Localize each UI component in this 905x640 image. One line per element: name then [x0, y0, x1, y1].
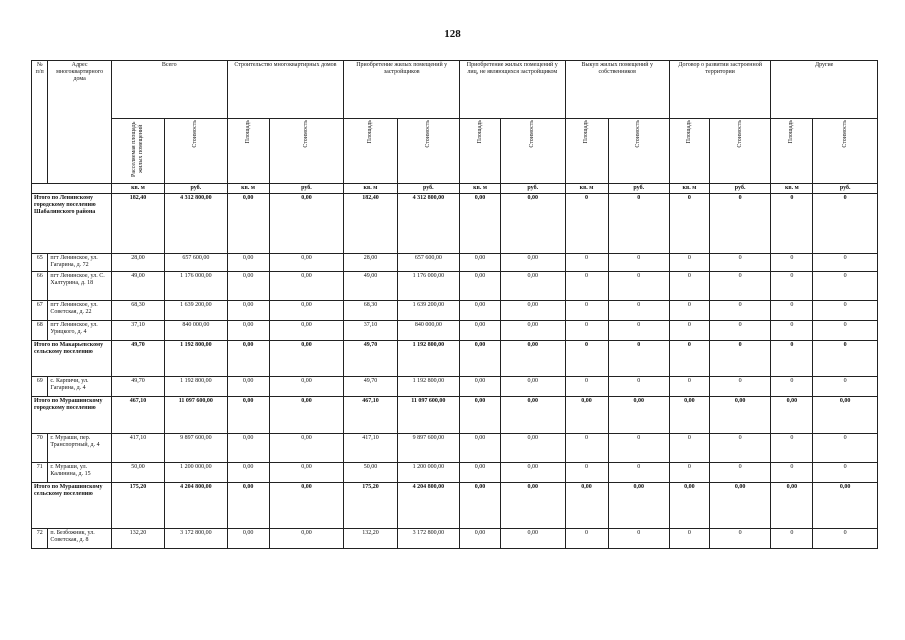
header-sub-cost-label: Стоимость — [424, 120, 431, 148]
cell-cost: 0,00 — [501, 434, 566, 463]
header-sub-cost-label: Стоимость — [192, 120, 199, 148]
row-number: 69 — [32, 377, 48, 397]
cell-cost: 0 — [709, 434, 770, 463]
cell-cost: 0 — [608, 301, 669, 321]
cell-cost: 11 097 600,00 — [397, 397, 459, 434]
cell-cost: 0,00 — [501, 397, 566, 434]
cell-area: 0 — [565, 272, 608, 301]
cell-cost: 4 312 800,00 — [165, 194, 227, 254]
cell-area: 37,10 — [344, 321, 397, 341]
cell-cost: 0,00 — [709, 397, 770, 434]
cell-cost: 0,00 — [608, 397, 669, 434]
row-number: 70 — [32, 434, 48, 463]
cell-area: 0 — [771, 529, 813, 549]
cell-area: 49,00 — [344, 272, 397, 301]
header-sub-cost-label: Стоимость — [841, 120, 848, 148]
header-sub-cost — [709, 119, 770, 184]
cell-cost: 0,00 — [501, 341, 566, 377]
cell-area: 467,10 — [111, 397, 164, 434]
cell-cost: 0,00 — [269, 377, 344, 397]
cell-cost: 0,00 — [269, 194, 344, 254]
header-group-buyout: Выкуп жилых помещений у собственников — [565, 61, 669, 119]
table-row — [32, 321, 878, 341]
unit-cost: руб. — [397, 184, 459, 194]
cell-cost: 657 600,00 — [397, 254, 459, 272]
cell-area: 0 — [669, 272, 709, 301]
cell-area: 0,00 — [771, 397, 813, 434]
cell-cost: 0,00 — [709, 483, 770, 529]
row-number: 68 — [32, 321, 48, 341]
cell-cost: 0 — [813, 434, 878, 463]
header-sub-area-label: Площадь — [788, 120, 795, 144]
cell-cost: 3 172 800,00 — [397, 529, 459, 549]
cell-area: 0,00 — [460, 301, 501, 321]
cell-area: 0 — [771, 301, 813, 321]
cell-cost: 0,00 — [269, 397, 344, 434]
cell-area: 0,00 — [565, 397, 608, 434]
cell-area: 0,00 — [771, 483, 813, 529]
cell-cost: 4 204 800,00 — [397, 483, 459, 529]
cell-area: 0 — [565, 463, 608, 483]
cell-cost: 0,00 — [269, 434, 344, 463]
cell-cost: 0 — [608, 529, 669, 549]
row-address: г. Мураши, ул. Калинина, д. 15 — [48, 463, 111, 483]
cell-area: 49,70 — [111, 377, 164, 397]
cell-area: 0 — [669, 377, 709, 397]
cell-cost: 1 639 200,00 — [165, 301, 227, 321]
subtotal-row — [32, 194, 878, 254]
row-number: 71 — [32, 463, 48, 483]
cell-area: 0,00 — [460, 483, 501, 529]
cell-cost: 0,00 — [501, 483, 566, 529]
header-sub-cost — [165, 119, 227, 184]
cell-cost: 0,00 — [813, 397, 878, 434]
cell-cost: 3 172 800,00 — [165, 529, 227, 549]
cell-area: 467,10 — [344, 397, 397, 434]
units-spacer — [32, 184, 112, 194]
cell-cost: 0,00 — [269, 341, 344, 377]
row-number: 65 — [32, 254, 48, 272]
cell-cost: 657 600,00 — [165, 254, 227, 272]
cell-cost: 0 — [813, 377, 878, 397]
table-row — [32, 463, 878, 483]
header-sub-area — [460, 119, 501, 184]
cell-cost: 0,00 — [501, 321, 566, 341]
header-sub-area — [771, 119, 813, 184]
cell-area: 37,10 — [111, 321, 164, 341]
cell-area: 0 — [771, 434, 813, 463]
cell-area: 49,70 — [111, 341, 164, 377]
cell-cost: 0 — [709, 529, 770, 549]
header-sub-area-label: Площадь — [366, 120, 373, 144]
cell-area: 0 — [669, 194, 709, 254]
cell-cost: 0,00 — [269, 272, 344, 301]
cell-area: 417,10 — [111, 434, 164, 463]
row-address: пгт Ленинское, ул. Урицкого, д. 4 — [48, 321, 111, 341]
header-sub-area — [565, 119, 608, 184]
cell-area: 0 — [565, 254, 608, 272]
cell-cost: 0,00 — [501, 272, 566, 301]
cell-area: 0,00 — [460, 194, 501, 254]
cell-cost: 0,00 — [269, 463, 344, 483]
cell-area: 0,00 — [227, 341, 269, 377]
unit-area: кв. м — [565, 184, 608, 194]
header-sub-cost-label: Стоимость — [302, 120, 309, 148]
header-sub-cost — [501, 119, 566, 184]
cell-area: 0,00 — [460, 529, 501, 549]
cell-area: 68,30 — [111, 301, 164, 321]
header-sub-cost-label: Стоимость — [529, 120, 536, 148]
cell-cost: 1 176 000,00 — [165, 272, 227, 301]
cell-cost: 0,00 — [501, 301, 566, 321]
cell-area: 0 — [669, 321, 709, 341]
cell-cost: 1 192 800,00 — [165, 377, 227, 397]
header-row-subcolumns — [32, 119, 878, 184]
cell-area: 0,00 — [227, 434, 269, 463]
cell-cost: 4 312 800,00 — [397, 194, 459, 254]
resettlement-table — [31, 60, 878, 549]
header-sub-area — [669, 119, 709, 184]
subtotal-row — [32, 341, 878, 377]
cell-area: 0 — [669, 301, 709, 321]
cell-area: 0 — [669, 463, 709, 483]
cell-area: 0,00 — [227, 529, 269, 549]
cell-area: 0,00 — [460, 321, 501, 341]
cell-area: 175,20 — [111, 483, 164, 529]
cell-area: 0,00 — [227, 463, 269, 483]
cell-cost: 0,00 — [269, 301, 344, 321]
cell-cost: 0,00 — [501, 254, 566, 272]
header-group-non-developer: Приобретение жилых помещений у лиц, не являющихся застройщиком — [460, 61, 565, 119]
header-sub-cost-label: Стоимость — [635, 120, 642, 148]
cell-cost: 0 — [709, 301, 770, 321]
table-row — [32, 272, 878, 301]
header-sub-area — [344, 119, 397, 184]
cell-area: 0 — [771, 463, 813, 483]
cell-area: 0 — [565, 377, 608, 397]
cell-area: 0,00 — [227, 483, 269, 529]
cell-cost: 0 — [813, 301, 878, 321]
cell-cost: 0,00 — [608, 483, 669, 529]
cell-cost: 11 097 600,00 — [165, 397, 227, 434]
unit-cost: руб. — [165, 184, 227, 194]
row-address: пгт Ленинское, ул. Советская, д. 22 — [48, 301, 111, 321]
cell-cost: 0 — [709, 341, 770, 377]
cell-cost: 0 — [813, 529, 878, 549]
unit-cost: руб. — [813, 184, 878, 194]
header-sub-area-label: Площадь — [685, 120, 692, 144]
subtotal-row — [32, 397, 878, 434]
unit-cost: руб. — [709, 184, 770, 194]
cell-cost: 9 897 600,00 — [165, 434, 227, 463]
cell-area: 0 — [771, 194, 813, 254]
table-body — [32, 194, 878, 549]
cell-cost: 0,00 — [501, 377, 566, 397]
cell-cost: 0,00 — [269, 529, 344, 549]
cell-cost: 0,00 — [269, 321, 344, 341]
cell-area: 0,00 — [227, 397, 269, 434]
cell-area: 0 — [771, 341, 813, 377]
cell-area: 0 — [771, 272, 813, 301]
cell-cost: 0 — [608, 272, 669, 301]
cell-area: 28,00 — [111, 254, 164, 272]
header-sub-cost — [608, 119, 669, 184]
cell-area: 0 — [669, 341, 709, 377]
cell-cost: 1 200 000,00 — [397, 463, 459, 483]
header-sub-area-label: Площадь — [476, 120, 483, 144]
cell-cost: 0,00 — [269, 483, 344, 529]
cell-area: 0,00 — [460, 377, 501, 397]
cell-area: 0,00 — [669, 397, 709, 434]
page-number: 128 — [444, 28, 461, 40]
table-row — [32, 529, 878, 549]
cell-cost: 0 — [709, 321, 770, 341]
cell-cost: 840 000,00 — [165, 321, 227, 341]
table-row — [32, 254, 878, 272]
subtotal-label: Итого по Мурашинскому сельскому поселению — [32, 483, 112, 529]
header-sub-area — [111, 119, 164, 184]
header-sub-cost — [813, 119, 878, 184]
cell-area: 0 — [565, 301, 608, 321]
unit-area: кв. м — [344, 184, 397, 194]
cell-area: 0 — [669, 254, 709, 272]
cell-area: 49,70 — [344, 377, 397, 397]
cell-cost: 1 639 200,00 — [397, 301, 459, 321]
header-address: Адрес многоквартирного дома — [48, 61, 111, 184]
row-address: п. Безбожник, ул. Советская, д. 8 — [48, 529, 111, 549]
cell-area: 132,20 — [344, 529, 397, 549]
cell-cost: 0,00 — [501, 529, 566, 549]
cell-cost: 0,00 — [813, 483, 878, 529]
cell-area: 0,00 — [227, 321, 269, 341]
cell-cost: 0 — [709, 254, 770, 272]
cell-area: 0,00 — [227, 194, 269, 254]
cell-cost: 0 — [813, 254, 878, 272]
cell-cost: 0 — [709, 194, 770, 254]
header-group-territory: Договор о развитии застроенной территории — [669, 61, 770, 119]
header-sub-cost-label: Стоимость — [736, 120, 743, 148]
unit-area: кв. м — [771, 184, 813, 194]
table-row — [32, 301, 878, 321]
cell-cost: 0 — [813, 272, 878, 301]
cell-cost: 1 176 000,00 — [397, 272, 459, 301]
cell-area: 0,00 — [460, 254, 501, 272]
cell-area: 0,00 — [227, 272, 269, 301]
cell-area: 0 — [771, 321, 813, 341]
cell-cost: 0 — [709, 272, 770, 301]
cell-area: 0 — [565, 341, 608, 377]
cell-area: 132,20 — [111, 529, 164, 549]
cell-cost: 0 — [813, 463, 878, 483]
unit-area: кв. м — [669, 184, 709, 194]
row-address: пгт Ленинское, ул. С. Халтурина, д. 18 — [48, 272, 111, 301]
header-group-total: Всего — [111, 61, 227, 119]
cell-cost: 0 — [709, 377, 770, 397]
cell-cost: 840 000,00 — [397, 321, 459, 341]
table-row — [32, 434, 878, 463]
header-group-construction: Строительство многоквартирных домов — [227, 61, 344, 119]
cell-cost: 1 192 800,00 — [397, 377, 459, 397]
row-address: пгт Ленинское, ул. Гагарина, д. 72 — [48, 254, 111, 272]
subtotal-row — [32, 483, 878, 529]
cell-area: 0 — [565, 194, 608, 254]
cell-cost: 0 — [608, 341, 669, 377]
cell-cost: 9 897 600,00 — [397, 434, 459, 463]
cell-cost: 0 — [813, 321, 878, 341]
cell-area: 0 — [771, 377, 813, 397]
unit-area: кв. м — [460, 184, 501, 194]
cell-area: 28,00 — [344, 254, 397, 272]
cell-cost: 1 192 800,00 — [397, 341, 459, 377]
cell-area: 0,00 — [460, 463, 501, 483]
cell-area: 0 — [771, 254, 813, 272]
cell-cost: 0 — [608, 321, 669, 341]
cell-cost: 4 204 800,00 — [165, 483, 227, 529]
cell-cost: 0 — [608, 254, 669, 272]
cell-area: 0 — [565, 321, 608, 341]
cell-cost: 0,00 — [501, 194, 566, 254]
row-number: 67 — [32, 301, 48, 321]
table-row — [32, 377, 878, 397]
header-sub-cost — [269, 119, 344, 184]
cell-cost: 0 — [608, 463, 669, 483]
cell-area: 175,20 — [344, 483, 397, 529]
cell-cost: 0 — [608, 434, 669, 463]
cell-area: 50,00 — [111, 463, 164, 483]
cell-area: 0,00 — [227, 254, 269, 272]
units-row — [32, 184, 878, 194]
cell-area: 0,00 — [460, 434, 501, 463]
subtotal-label: Итого по Мурашинскому городскому поселению — [32, 397, 112, 434]
cell-area: 0,00 — [565, 483, 608, 529]
cell-area: 0 — [669, 529, 709, 549]
header-no: № п/п — [32, 61, 48, 184]
cell-area: 0,00 — [227, 301, 269, 321]
cell-area: 49,00 — [111, 272, 164, 301]
unit-area: кв. м — [227, 184, 269, 194]
cell-area: 0,00 — [460, 272, 501, 301]
cell-area: 49,70 — [344, 341, 397, 377]
cell-area: 0 — [669, 434, 709, 463]
header-sub-area-label: Площадь — [583, 120, 590, 144]
cell-cost: 0 — [813, 194, 878, 254]
cell-area: 417,10 — [344, 434, 397, 463]
cell-area: 0 — [565, 434, 608, 463]
cell-cost: 1 200 000,00 — [165, 463, 227, 483]
row-address: с. Карпичи, ул. Гагарина, д. 4 — [48, 377, 111, 397]
cell-area: 0 — [565, 529, 608, 549]
header-sub-area — [227, 119, 269, 184]
cell-cost: 0 — [813, 341, 878, 377]
cell-cost: 0 — [608, 194, 669, 254]
cell-area: 0,00 — [460, 397, 501, 434]
cell-cost: 0,00 — [269, 254, 344, 272]
row-address: г. Мураши, пер. Транспортный, д. 4 — [48, 434, 111, 463]
cell-cost: 0 — [709, 463, 770, 483]
unit-area: кв. м — [111, 184, 164, 194]
header-group-developer: Приобретение жилых помещений у застройщиков — [344, 61, 460, 119]
header-sub-cost — [397, 119, 459, 184]
cell-cost: 1 192 800,00 — [165, 341, 227, 377]
header-sub-area-label: Расселяемая площадь жилых помещений — [130, 121, 144, 177]
subtotal-label: Итого по Макарьевскому сельскому поселению — [32, 341, 112, 377]
cell-cost: 0 — [608, 377, 669, 397]
cell-area: 0,00 — [227, 377, 269, 397]
unit-cost: руб. — [501, 184, 566, 194]
header-row-groups — [32, 61, 878, 119]
row-number: 66 — [32, 272, 48, 301]
cell-area: 50,00 — [344, 463, 397, 483]
cell-area: 68,30 — [344, 301, 397, 321]
cell-cost: 0,00 — [501, 463, 566, 483]
cell-area: 182,40 — [344, 194, 397, 254]
header-group-other: Другие — [771, 61, 878, 119]
cell-area: 0,00 — [460, 341, 501, 377]
unit-cost: руб. — [269, 184, 344, 194]
cell-area: 0,00 — [669, 483, 709, 529]
cell-area: 182,40 — [111, 194, 164, 254]
subtotal-label: Итого по Ленинскому городскому поселению Шабалинского района — [32, 194, 112, 254]
unit-cost: руб. — [608, 184, 669, 194]
row-number: 72 — [32, 529, 48, 549]
header-sub-area-label: Площадь — [244, 120, 251, 144]
